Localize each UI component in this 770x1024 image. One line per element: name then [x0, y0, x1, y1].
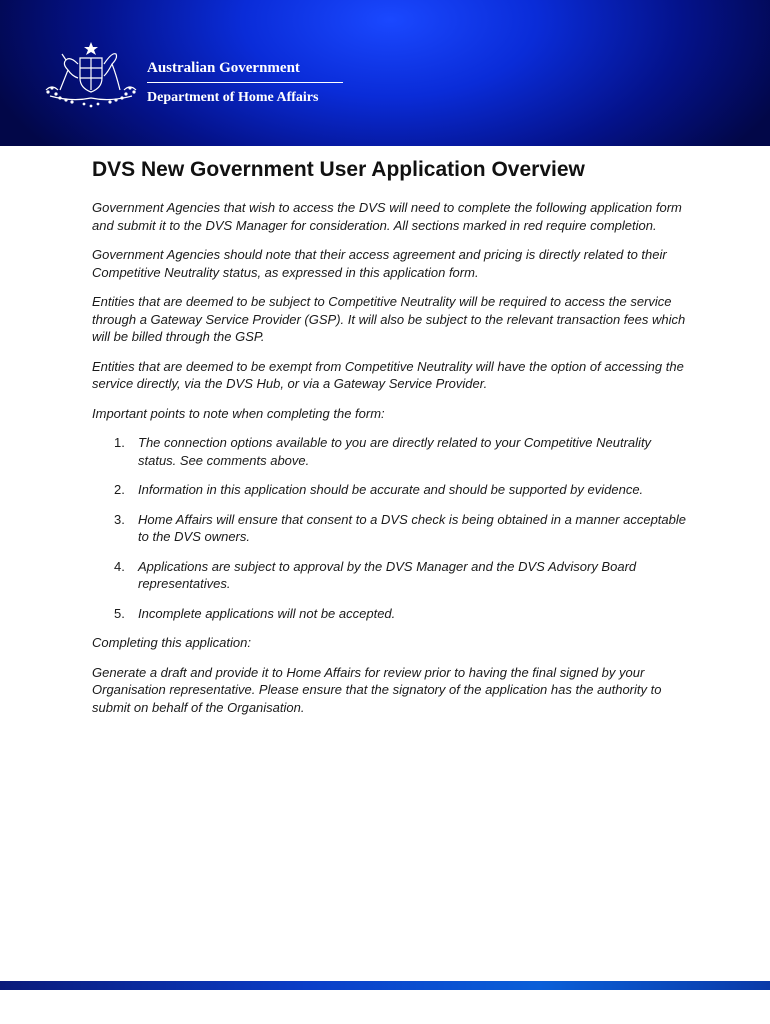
list-item-text: The connection options available to you are directly related to your Competitive Neutrality status. See comments above. — [138, 435, 652, 468]
list-item-text: Home Affairs will ensure that consent to a DVS check is being obtained in a manner acceptable to the DVS owners. — [138, 511, 686, 544]
paragraph-exempt-cn: Entities that are deemed to be exempt from Competitive Neutrality will have the option of accessing the service directly, via the DVS Hub, or via a Gateway Service Provider. — [92, 358, 684, 391]
header-divider — [147, 82, 343, 83]
paragraph-subject-cn: Entities that are deemed to be subject to Competitive Neutrality will be required to access the service through a Gateway Service Provider (GSP). It will also be subject to the relevant transaction fees which will be billed through the GSP. — [92, 294, 686, 344]
completing-heading: Completing this application: — [92, 635, 251, 650]
list-item-number: 4. — [114, 558, 125, 574]
list-item — [92, 511, 692, 546]
list-item — [92, 481, 692, 499]
document-body — [92, 158, 692, 728]
list-item — [92, 434, 692, 469]
list-item-text: Applications are subject to approval by the DVS Manager and the DVS Advisory Board representatives. — [138, 558, 637, 591]
paragraph-intro: Government Agencies that wish to access the DVS will need to complete the following application form and submit it to the DVS Manager for consideration. All sections marked in red require completion. — [92, 200, 682, 233]
list-item-number: 2. — [114, 482, 125, 497]
important-points-list — [92, 434, 692, 622]
list-item — [92, 558, 692, 593]
completing-text: Generate a draft and provide it to Home Affairs for review prior to having the final signed by your Organisation representative. Please ensure that the signatory of the application has the authority to submit on behalf of the Organisation. — [92, 664, 662, 715]
header-banner — [0, 0, 770, 146]
list-item-number: 3. — [114, 511, 125, 527]
list-item-number: 1. — [114, 435, 125, 450]
government-name: Australian Government — [147, 60, 300, 76]
paragraph-important-points: Important points to note when completing the form: — [92, 405, 385, 421]
paragraph-access-agreement: Government Agencies should note that their access agreement and pricing is directly related to their Competitive Neutrality status, as expressed in this application form. — [92, 247, 667, 280]
list-item-text: Incomplete applications will not be accepted. — [138, 605, 396, 621]
list-item-number: 5. — [114, 605, 125, 621]
department-name: Department of Home Affairs — [147, 90, 319, 105]
footer-bar — [0, 981, 770, 990]
list-item — [92, 605, 692, 623]
document-title: DVS New Government User Application Overview — [92, 158, 585, 181]
coat-of-arms-icon — [42, 40, 140, 110]
list-item-text: Information in this application should be accurate and should be supported by evidence. — [138, 482, 644, 497]
